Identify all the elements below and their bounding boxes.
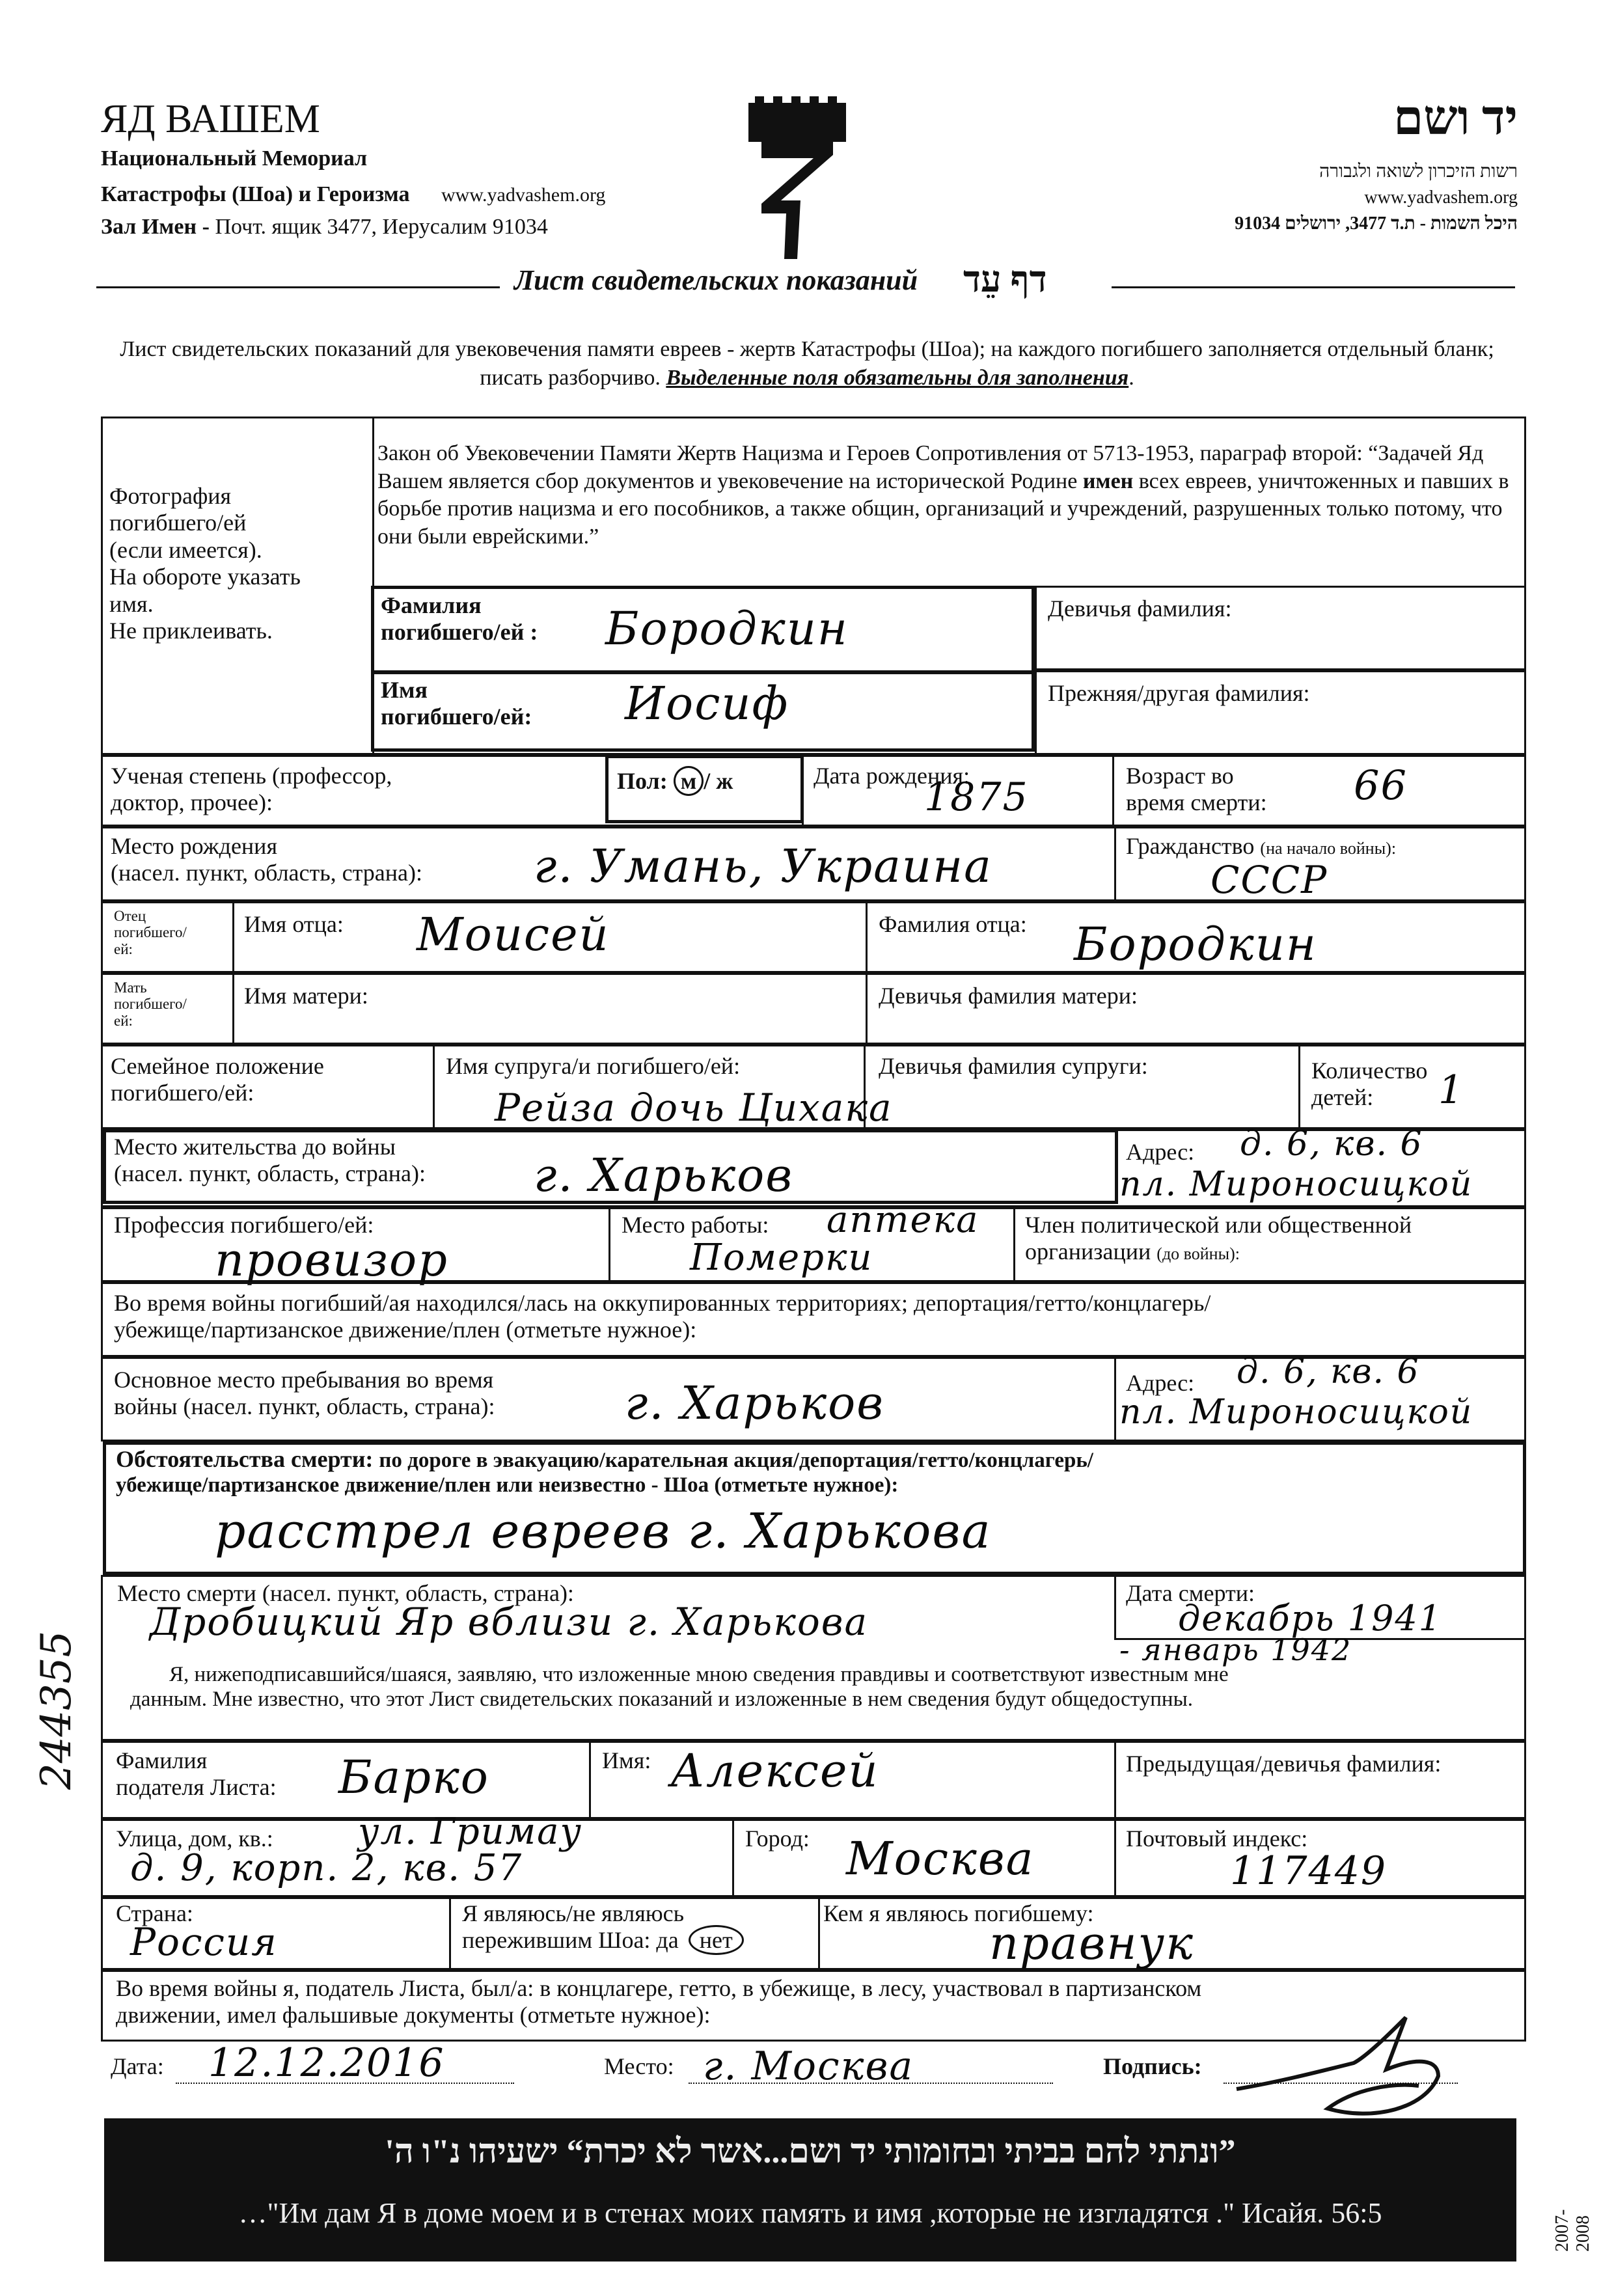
country-label: Страна: [116, 1900, 193, 1926]
workplace-label: Место работы: [622, 1212, 769, 1238]
birthplace-value[interactable]: г. Умань, Украина [534, 840, 992, 893]
surname-label [381, 592, 538, 646]
law-bold-word: имен [1082, 469, 1134, 493]
gender-field[interactable]: Пол: м / ж [617, 768, 733, 795]
residence-label-line: (насел. пункт, область, страна): [114, 1160, 426, 1187]
death-circ-options: по дороге в эвакуацию/карательная акция/депортация/гетто/концлагерь/ [379, 1449, 1093, 1472]
gender-label: Пол: [617, 768, 668, 794]
children-label-line: детей: [1311, 1084, 1374, 1111]
street-value-line1[interactable]: ул. Гримау [358, 1811, 583, 1853]
form-title: Лист свидетельских показаний [514, 264, 918, 296]
father-side-label [114, 908, 187, 957]
name-label [381, 677, 532, 731]
degree-label-line: доктор, прочее): [111, 789, 273, 816]
residence-value[interactable]: г. Харьков [534, 1149, 794, 1202]
children-label [1311, 1058, 1427, 1112]
zip-value[interactable]: 117449 [1230, 1848, 1388, 1894]
age-label-line: время смерти: [1126, 789, 1267, 816]
photo-note-line: Не приклеивать. [109, 617, 273, 644]
birthplace-label-line: (насел. пункт, область, страна): [111, 860, 423, 886]
mother-side-line: Мать [114, 979, 147, 996]
org-address-he: היכל השמות - ת.ד 3477, ירושלים 91034 [1235, 213, 1518, 234]
main-place-label [114, 1367, 495, 1421]
death-circ-label [116, 1446, 1515, 1498]
main-place-label-line: войны (насел. пункт, область, страна): [114, 1393, 495, 1420]
profession-label: Профессия погибшего/ей: [114, 1212, 374, 1238]
spouse-name-label: Имя супруга/и погибшего/ей: [446, 1053, 741, 1079]
father-side-line: погибшего/ [114, 924, 187, 941]
signature-mark [1224, 2011, 1497, 2128]
father-name-value[interactable]: Моисей [417, 908, 610, 961]
city-value[interactable]: Москва [846, 1832, 1035, 1885]
submitter-surname-label-line: подателя Листа: [116, 1774, 277, 1801]
law-text-2: всех евреев, уничтоженных и павших в борьбе против нацизма и его пособников, а также общин, организаций и учреждений, разрушенных только потому, что они были еврейскими.” [377, 469, 1509, 549]
marital-label [111, 1053, 324, 1107]
age-label [1126, 763, 1267, 817]
intro-required-note: Выделенные поля обязательны для заполнения [666, 366, 1129, 390]
place-label: Место: [604, 2053, 674, 2079]
address-value-line1[interactable]: д. 6, кв. 6 [1240, 1125, 1423, 1164]
submitter-surname-label [116, 1747, 277, 1801]
org-subtitle-2 [101, 182, 605, 207]
age-value[interactable]: 66 [1354, 761, 1408, 809]
intro-instructions: Лист свидетельских показаний для увековечения памяти евреев - жертв Катастрофы (Шоа); на каждого погибшего заполняется отдельный бланк; писать разборчиво. [120, 337, 1494, 390]
mother-maiden-label: Девичья фамилия матери: [879, 983, 1138, 1009]
member-label [1025, 1212, 1412, 1266]
workplace-value-line1[interactable]: аптека [827, 1199, 979, 1241]
age-label-line: Возраст во [1126, 763, 1234, 789]
residence-label [114, 1134, 426, 1188]
death-date-label: Дата смерти: [1126, 1580, 1255, 1606]
declaration-line: Я, нижеподписавшийся/шаяся, заявляю, что изложенные мною сведения правдивы и соответствуют известным мне [169, 1663, 1229, 1686]
photo-note-line: Фотография [109, 483, 232, 509]
main-place-label-line: Основное место пребывания во время [114, 1367, 494, 1393]
org-subtitle-2-text: Катастрофы (Шоа) и Героизма [101, 182, 410, 206]
photo-note-line: имя. [109, 590, 154, 617]
relation-value[interactable]: правнук [989, 1917, 1194, 1970]
prev-surname-label: Прежняя/другая фамилия: [1048, 680, 1310, 706]
father-side-line: Отец [114, 908, 146, 924]
street-value-line2[interactable]: д. 9, корп. 2, кв. 57 [130, 1847, 523, 1889]
death-circ-options-2: убежище/партизанское движение/плен или неизвестно - Шоа (отметьте нужное): [116, 1473, 899, 1497]
address-text: Почт. ящик 3477, Иерусалим 91034 [215, 215, 548, 239]
workplace-value-line2[interactable]: Померки [690, 1237, 873, 1279]
birthplace-label [111, 833, 422, 887]
form-title-he: דף עֵד [963, 260, 1047, 300]
wartime-label [114, 1290, 1520, 1344]
law-text: Закон об Увековечении Памяти Жертв Нацизма и Героев Сопротивления от 5713-1953, параграф второй: “Задачей Яд Вашем является сбор документов и увековечение на исторической Родине [377, 441, 1484, 493]
gender-male-option[interactable]: м [674, 766, 704, 796]
title-rule-left [96, 286, 500, 288]
dob-label: Дата рождения: [814, 763, 970, 789]
country-value[interactable]: Россия [130, 1920, 278, 1964]
death-place-value[interactable]: Дробицкий Яр вблизи г. Харькова [150, 1600, 869, 1644]
children-value[interactable]: 1 [1438, 1067, 1465, 1113]
submitter-surname-value[interactable]: Барко [338, 1751, 489, 1804]
org-subtitle-he: רשות הזיכרון לשואה ולגבורה [1319, 161, 1518, 182]
spouse-name-value[interactable]: Рейза дочь Цихака [495, 1086, 893, 1130]
title-rule-right [1112, 286, 1515, 288]
declaration-line: данным. Мне известно, что этот Лист свидетельских показаний и изложенные в нем сведения будут общедоступны. [130, 1687, 1194, 1711]
father-surname-value[interactable]: Бородкин [1074, 918, 1317, 971]
submitter-war-line: движении, имел фальшивые документы (отметьте нужное): [116, 2002, 711, 2029]
surname-label-line: погибшего/ей : [381, 619, 538, 646]
submitter-name-value[interactable]: Алексей [670, 1744, 879, 1797]
submitter-prev-label: Предыдущая/девичья фамилия: [1126, 1751, 1442, 1777]
surname-label-line: Фамилия [381, 592, 482, 618]
degree-label [111, 763, 392, 817]
father-name-label: Имя отца: [244, 911, 344, 937]
citizenship-label-text: Гражданство [1126, 833, 1255, 859]
name-divider [371, 670, 1035, 674]
form-version-code: 2007-2008 [1552, 2209, 1593, 2252]
father-side-line: ей: [114, 940, 133, 957]
main-address-value-line1[interactable]: д. 6, кв. 6 [1237, 1352, 1420, 1391]
death-circ-value[interactable]: расстрел евреев г. Харькова [215, 1503, 992, 1559]
submitter-name-label: Имя: [602, 1747, 651, 1773]
surname-value[interactable]: Бородкин [605, 602, 849, 655]
name-label-line: Имя [381, 677, 428, 703]
survivor-label-line: пережившим Шоа: да [462, 1927, 679, 1954]
mother-name-label: Имя матери: [244, 983, 368, 1009]
main-address-label: Адрес: [1126, 1370, 1195, 1396]
citizenship-value[interactable]: СССР [1210, 858, 1328, 902]
date-label: Дата: [111, 2053, 164, 2079]
name-label-line: погибшего/ей: [381, 704, 532, 730]
org-title-he: יד ושם [1393, 92, 1518, 145]
quote-hebrew: ”ונתתי להם בביתי ובחומותי יד ושם...אשר לא יכרת“ ישעיהו נ"ו ה' [385, 2133, 1236, 2170]
place-underline [689, 2083, 1053, 2084]
member-note: (до войны): [1156, 1244, 1240, 1264]
photo-note-line: (если имеется). [109, 536, 262, 563]
org-website-ru: www.yadvashem.org [441, 184, 606, 206]
member-label-line: организации [1025, 1238, 1151, 1265]
maiden-name-label: Девичья фамилия: [1048, 595, 1232, 622]
date-value[interactable]: 12.12.2016 [208, 2040, 445, 2086]
dob-value[interactable]: 1875 [924, 774, 1029, 820]
city-label: Город: [745, 1825, 810, 1852]
father-surname-label: Фамилия отца: [879, 911, 1027, 937]
main-place-value[interactable]: г. Харьков [625, 1376, 885, 1430]
submitter-surname-label-line: Фамилия [116, 1747, 208, 1773]
hall-of-names-label: Зал Имен - [101, 215, 210, 239]
zip-label: Почтовый индекс: [1126, 1825, 1308, 1852]
law-quote [377, 440, 1513, 551]
profession-value[interactable]: провизор [215, 1233, 448, 1287]
yad-vashem-logo [735, 96, 859, 259]
wartime-label-line: Во время войны погибший/ая находился/лась на оккупированных территориях; депортация/гетто/концлагерь/ [114, 1290, 1211, 1316]
degree-label-line: Ученая степень (профессор, [111, 763, 392, 789]
citizenship-label [1126, 833, 1396, 860]
children-label-line: Количество [1311, 1058, 1428, 1084]
relation-label: Кем я являюсь погибшему: [823, 1900, 1094, 1926]
org-subtitle-1: Национальный Мемориал [101, 146, 368, 171]
mother-side-label [114, 979, 187, 1029]
org-address-ru [101, 215, 548, 239]
wartime-label-line: убежище/партизанское движение/плен (отметьте нужное): [114, 1317, 697, 1343]
gender-female-option[interactable]: ж [716, 768, 733, 794]
submitter-war-line: Во время войны я, податель Листа, был/а: в концлагере, гетто, в убежище, в лесу, участвовал в партизанском [116, 1975, 1202, 2001]
photo-note [109, 483, 370, 644]
handwritten-archive-number: 244355 [33, 1630, 81, 1790]
signature-label: Подпись: [1103, 2053, 1202, 2079]
death-date-value-1[interactable]: декабрь 1941 [1178, 1598, 1443, 1639]
member-label-line: Член политической или общественной [1025, 1212, 1412, 1238]
death-place-label: Место смерти (насел. пункт, область, страна): [117, 1580, 574, 1606]
place-value[interactable]: г. Москва [703, 2043, 914, 2089]
death-date-value-2[interactable]: - январь 1942 [1119, 1632, 1352, 1667]
street-label: Улица, дом, кв.: [116, 1825, 273, 1852]
marital-label-line: Семейное положение [111, 1053, 324, 1079]
marital-label-line: погибшего/ей: [111, 1080, 254, 1106]
spouse-maiden-label: Девичья фамилия супруги: [879, 1053, 1148, 1079]
org-website-he: www.yadvashem.org [1364, 187, 1518, 208]
org-title-ru: ЯД ВАШЕМ [101, 97, 320, 141]
death-circ-bold: Обстоятельства смерти: [116, 1446, 374, 1472]
date-underline [176, 2083, 514, 2084]
quote-russian: …"Им дам Я в доме моем и в стенах моих память и имя ,которые не изгладятся ." Исайя. 56:5 [238, 2197, 1382, 2229]
mother-side-line: погибшего/ [114, 996, 187, 1013]
address-value-line2[interactable]: пл. Мироносицкой [1119, 1165, 1473, 1204]
survivor-no-option[interactable]: нет [689, 1925, 744, 1955]
photo-note-line: погибшего/ей [109, 510, 247, 536]
main-address-value-line2[interactable]: пл. Мироносицкой [1119, 1393, 1473, 1432]
birthplace-label-line: Место рождения [111, 833, 278, 859]
intro-text: Лист свидетельских показаний для увековечения памяти евреев - жертв Катастрофы (Шоа); на каждого погибшего заполняется отдельный бланк; писать разборчиво. Выделенные поля обязательны для заполнения. [120, 337, 1494, 390]
mother-side-line: ей: [114, 1012, 133, 1029]
photo-note-line: На обороте указать [109, 564, 301, 590]
survivor-label-line: Я являюсь/не являюсь [462, 1900, 685, 1926]
address-label: Адрес: [1126, 1139, 1195, 1165]
survivor-label [462, 1900, 744, 1954]
first-name-value[interactable]: Иосиф [625, 677, 789, 730]
citizenship-note: (на начало войны): [1260, 839, 1397, 858]
declaration [130, 1663, 1523, 1712]
quote-banner [104, 2118, 1516, 2262]
residence-label-bold: Место жительства до войны [114, 1134, 396, 1160]
